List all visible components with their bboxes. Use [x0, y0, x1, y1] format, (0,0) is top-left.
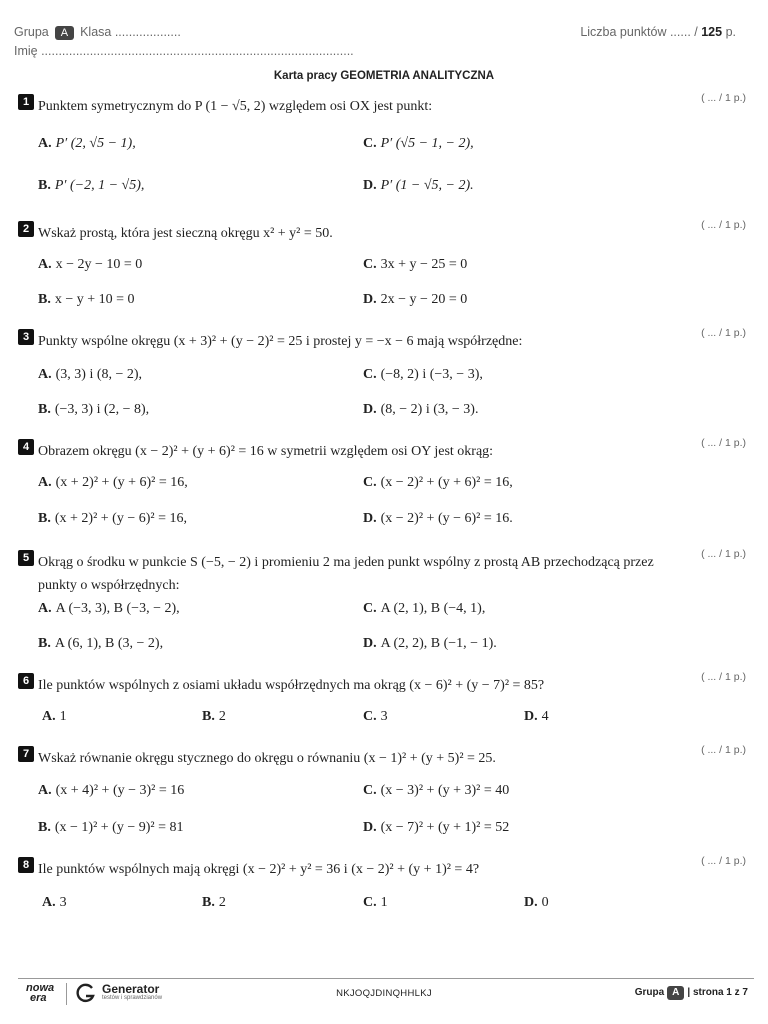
group-label: Grupa [14, 25, 49, 39]
question-text: Ile punktów wspólnych mają okręgi (x − 2)² + y² = 36 i (x − 2)² + (y + 1)² = 4? [38, 862, 480, 877]
option-c[interactable]: C. (x − 3)² + (y + 3)² = 40 [363, 783, 510, 798]
option-d[interactable]: D. P′ (1 − √5, − 2). [363, 178, 474, 193]
option-c[interactable]: C. 1 [363, 895, 388, 910]
points-slot: ( ... / 1 p.) [701, 744, 746, 756]
question-text: Ile punktów wspólnych z osiami układu współrzędnych ma okrąg (x − 6)² + (y − 7)² = 85? [38, 678, 545, 693]
option-b[interactable]: B. x − y + 10 = 0 [38, 292, 135, 307]
nowa-era-logo: nowa era [26, 982, 55, 1004]
question-text: Okrąg o środku w punkcie S (−5, − 2) i promieniu 2 ma jeden punkt wspólny z prostą AB przechodzącą przez punkty o współrzędnych: [38, 555, 654, 593]
option-a[interactable]: A. P′ (2, √5 − 1), [38, 136, 136, 151]
group-field [14, 25, 181, 40]
option-a[interactable]: A. x − 2y − 10 = 0 [38, 257, 143, 272]
question-number: 4 [18, 439, 34, 455]
option-b[interactable]: B. (x + 2)² + (y − 6)² = 16, [38, 511, 187, 526]
question-text: Punkty wspólne okręgu (x + 3)² + (y − 2)² = 25 i prostej y = −x − 6 mają współrzędne: [38, 334, 523, 349]
option-d[interactable]: D. (8, − 2) i (3, − 3). [363, 402, 479, 417]
points-unit: p. [725, 25, 736, 39]
option-b[interactable]: B. P′ (−2, 1 − √5), [38, 178, 145, 193]
footer-group-badge: A [667, 986, 684, 1000]
points-slot: ( ... / 1 p.) [701, 327, 746, 339]
option-c[interactable]: C. A (2, 1), B (−4, 1), [363, 601, 486, 616]
points-label: Liczba punktów ...... / [580, 25, 698, 39]
points-slot: ( ... / 1 p.) [701, 548, 746, 560]
option-d[interactable]: D. 2x − y − 20 = 0 [363, 292, 468, 307]
option-c[interactable]: C. 3x + y − 25 = 0 [363, 257, 468, 272]
name-field[interactable]: Imię .......................................................................................... [14, 44, 354, 58]
option-b[interactable]: B. 2 [202, 895, 226, 910]
option-a[interactable]: A. (3, 3) i (8, − 2), [38, 367, 143, 382]
option-d[interactable]: D. 4 [524, 709, 549, 724]
question-text: Punktem symetrycznym do P (1 − √5, 2) względem osi OX jest punkt: [38, 99, 433, 114]
points-slot: ( ... / 1 p.) [701, 437, 746, 449]
points-slot: ( ... / 1 p.) [701, 92, 746, 104]
option-a[interactable]: A. (x + 2)² + (y + 6)² = 16, [38, 475, 188, 490]
group-badge: A [55, 26, 74, 40]
option-a[interactable]: A. 1 [42, 709, 67, 724]
option-a[interactable]: A. 3 [42, 895, 67, 910]
points-summary [580, 25, 736, 39]
question-number: 2 [18, 221, 34, 237]
document-code: NKJOQJDINQHHLKJ [336, 988, 432, 999]
question-number: 8 [18, 857, 34, 873]
question-text: Wskaż równanie okręgu stycznego do okręgu o równaniu (x − 1)² + (y + 5)² = 25. [38, 751, 496, 766]
points-total: 125 [701, 25, 723, 39]
question-number: 1 [18, 94, 34, 110]
option-c[interactable]: C. (x − 2)² + (y + 6)² = 16, [363, 475, 513, 490]
question-number: 6 [18, 673, 34, 689]
points-slot: ( ... / 1 p.) [701, 219, 746, 231]
generator-subtitle: testów i sprawdzianów [102, 995, 163, 1001]
footer-divider [18, 978, 754, 979]
option-c[interactable]: C. P′ (√5 − 1, − 2), [363, 136, 474, 151]
option-a[interactable]: A. (x + 4)² + (y − 3)² = 16 [38, 783, 185, 798]
option-a[interactable]: A. A (−3, 3), B (−3, − 2), [38, 601, 180, 616]
option-b[interactable]: B. (−3, 3) i (2, − 8), [38, 402, 150, 417]
points-slot: ( ... / 1 p.) [701, 671, 746, 683]
option-b[interactable]: B. (x − 1)² + (y − 9)² = 81 [38, 820, 184, 835]
class-field[interactable]: Klasa ................... [80, 25, 181, 39]
option-c[interactable]: C. 3 [363, 709, 388, 724]
option-d[interactable]: D. (x − 7)² + (y + 1)² = 52 [363, 820, 510, 835]
option-b[interactable]: B. 2 [202, 709, 226, 724]
option-c[interactable]: C. (−8, 2) i (−3, − 3), [363, 367, 483, 382]
question-number: 3 [18, 329, 34, 345]
question-text: Obrazem okręgu (x − 2)² + (y + 6)² = 16 w symetrii względem osi OY jest okrąg: [38, 444, 494, 459]
question-text: Wskaż prostą, która jest sieczną okręgu x² + y² = 50. [38, 226, 333, 241]
option-d[interactable]: D. A (2, 2), B (−1, − 1). [363, 636, 497, 651]
question-number: 5 [18, 550, 34, 566]
option-d[interactable]: D. 0 [524, 895, 549, 910]
question-number: 7 [18, 746, 34, 762]
option-b[interactable]: B. A (6, 1), B (3, − 2), [38, 636, 164, 651]
page-title: Karta pracy GEOMETRIA ANALITYCZNA [273, 70, 495, 82]
generator-title: Generator [102, 982, 160, 996]
points-slot: ( ... / 1 p.) [701, 855, 746, 867]
option-d[interactable]: D. (x − 2)² + (y − 6)² = 16. [363, 511, 513, 526]
page-info: Grupa A | strona 1 z 7 [634, 987, 748, 998]
